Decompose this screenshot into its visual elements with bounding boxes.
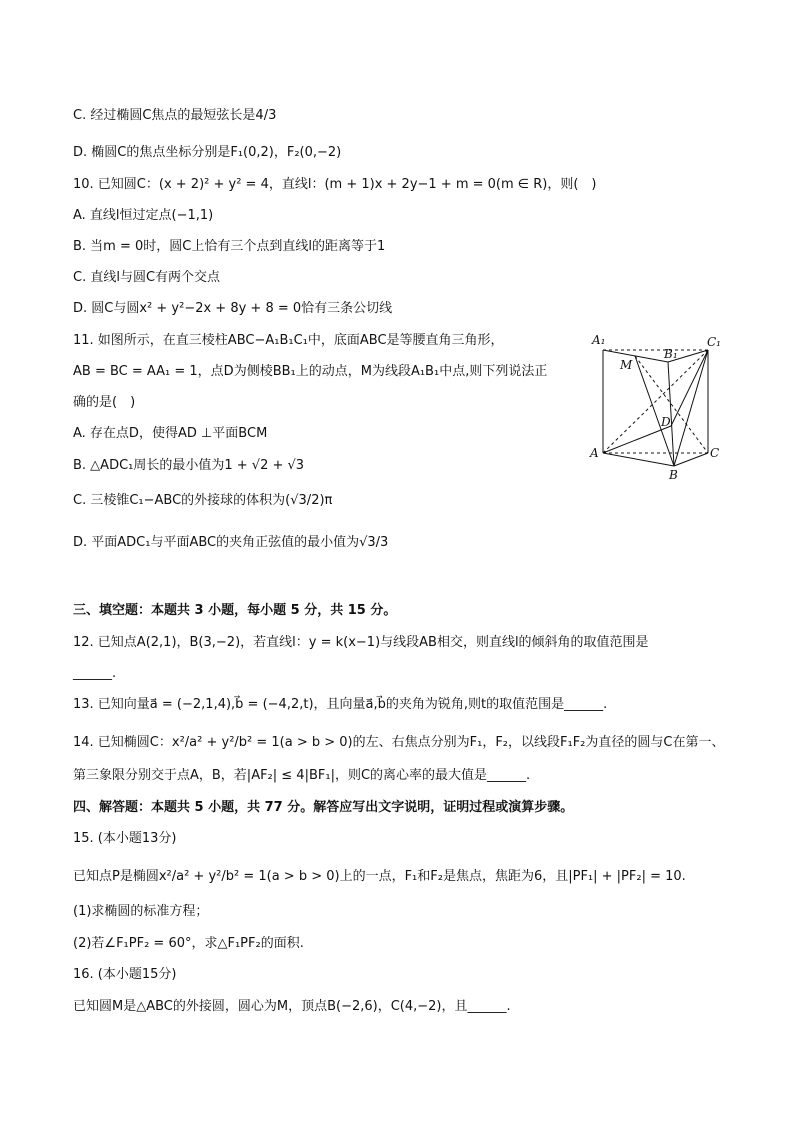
question-14-line1: 14. 已知椭圆C：x²/a² + y²/b² = 1(a > b > 0)的左、右焦点分别为F₁，F₂，以线段F₁F₂为直径的圆与C在第一、 — [73, 735, 725, 750]
option-11d: D. 平面ADC₁与平面ABC的夹角正弦值的最小值为√3/3 — [73, 535, 389, 550]
question-15-part2: (2)若∠F₁PF₂ = 60°，求△F₁PF₂的面积. — [73, 936, 304, 951]
option-10b: B. 当m = 0时，圆C上恰有三个点到直线l的距离等于1 — [73, 239, 386, 254]
option-10a: A. 直线l恒过定点(−1,1) — [73, 208, 214, 223]
line-a-c1 — [603, 350, 708, 453]
question-15-header: 15. (本小题13分) — [73, 831, 177, 846]
option-10d: D. 圆C与圆x² + y²−2x + 8y + 8 = 0恰有三条公切线 — [73, 301, 393, 316]
option-11c: C. 三棱锥C₁−ABC的外接球的体积为(√3/2)π — [73, 493, 333, 508]
question-11-line2: AB = BC = AA₁ = 1，点D为侧棱BB₁上的动点，M为线段A₁B₁中点,则下列说法正 — [73, 364, 548, 379]
label-a1: A₁ — [592, 333, 606, 347]
question-12: 12. 已知点A(2,1)，B(3,−2)，若直线l：y = k(x−1)与线段AB相交，则直线l的倾斜角的取值范围是 — [73, 635, 649, 650]
question-11-line3: 确的是( ) — [73, 395, 136, 410]
prism-figure — [586, 328, 726, 488]
option-9d: D. 椭圆C的焦点坐标分别是F₁(0,2)，F₂(0,−2) — [73, 145, 342, 160]
label-c: C — [710, 446, 720, 460]
label-b: B — [669, 468, 678, 482]
label-c1: C₁ — [707, 335, 721, 349]
question-15-stem: 已知点P是椭圆x²/a² + y²/b² = 1(a > b > 0)上的一点，F₁和F₂是焦点，焦距为6，且|PF₁| + |PF₂| = 10. — [73, 869, 686, 884]
line-b-c1 — [674, 350, 708, 466]
question-13: 13. 已知向量a⃗ = (−2,1,4),b⃗ = (−4,2,t)，且向量a⃗,b⃗的夹角为锐角,则t的取值范围是______. — [73, 697, 608, 712]
prism-diagram — [586, 328, 726, 488]
line-m-c — [635, 356, 708, 453]
label-a: A — [590, 446, 599, 460]
option-9c: C. 经过椭圆C焦点的最短弦长是4/3 — [73, 108, 277, 123]
label-b1: B₁ — [664, 347, 678, 361]
section-fill-in-title: 三、填空题：本题共 3 小题，每小题 5 分，共 15 分。 — [73, 603, 397, 618]
question-16-header: 16. (本小题15分) — [73, 967, 177, 982]
question-12-blank: ______. — [73, 666, 117, 681]
option-11a: A. 存在点D，使得AD ⊥平面BCM — [73, 426, 268, 441]
question-16-stem: 已知圆M是△ABC的外接圆，圆心为M，顶点B(−2,6)，C(4,−2)，且______. — [73, 999, 511, 1014]
question-10: 10. 已知圆C：(x + 2)² + y² = 4，直线l：(m + 1)x + 2y−1 + m = 0(m ∈ R)，则( ) — [73, 177, 597, 192]
label-d: D — [661, 415, 671, 429]
option-10c: C. 直线l与圆C有两个交点 — [73, 270, 221, 285]
question-15-part1: (1)求椭圆的标准方程； — [73, 904, 209, 919]
section-answer-title: 四、解答题：本题共 5 小题，共 77 分。解答应写出文字说明，证明过程或演算步骤。 — [73, 800, 574, 815]
label-m: M — [620, 358, 633, 372]
edge-a-b — [603, 453, 674, 466]
line-a-d — [603, 426, 671, 453]
question-11-line1: 11. 如图所示，在直三棱柱ABC−A₁B₁C₁中，底面ABC是等腰直角三角形， — [73, 333, 504, 348]
edge-b-c — [674, 453, 708, 466]
question-14-line2: 第三象限分别交于点A，B，若|AF₂| ≤ 4|BF₁|，则C的离心率的最大值是______. — [73, 768, 531, 783]
option-11b: B. △ADC₁周长的最小值为1 + √2 + √3 — [73, 458, 305, 473]
